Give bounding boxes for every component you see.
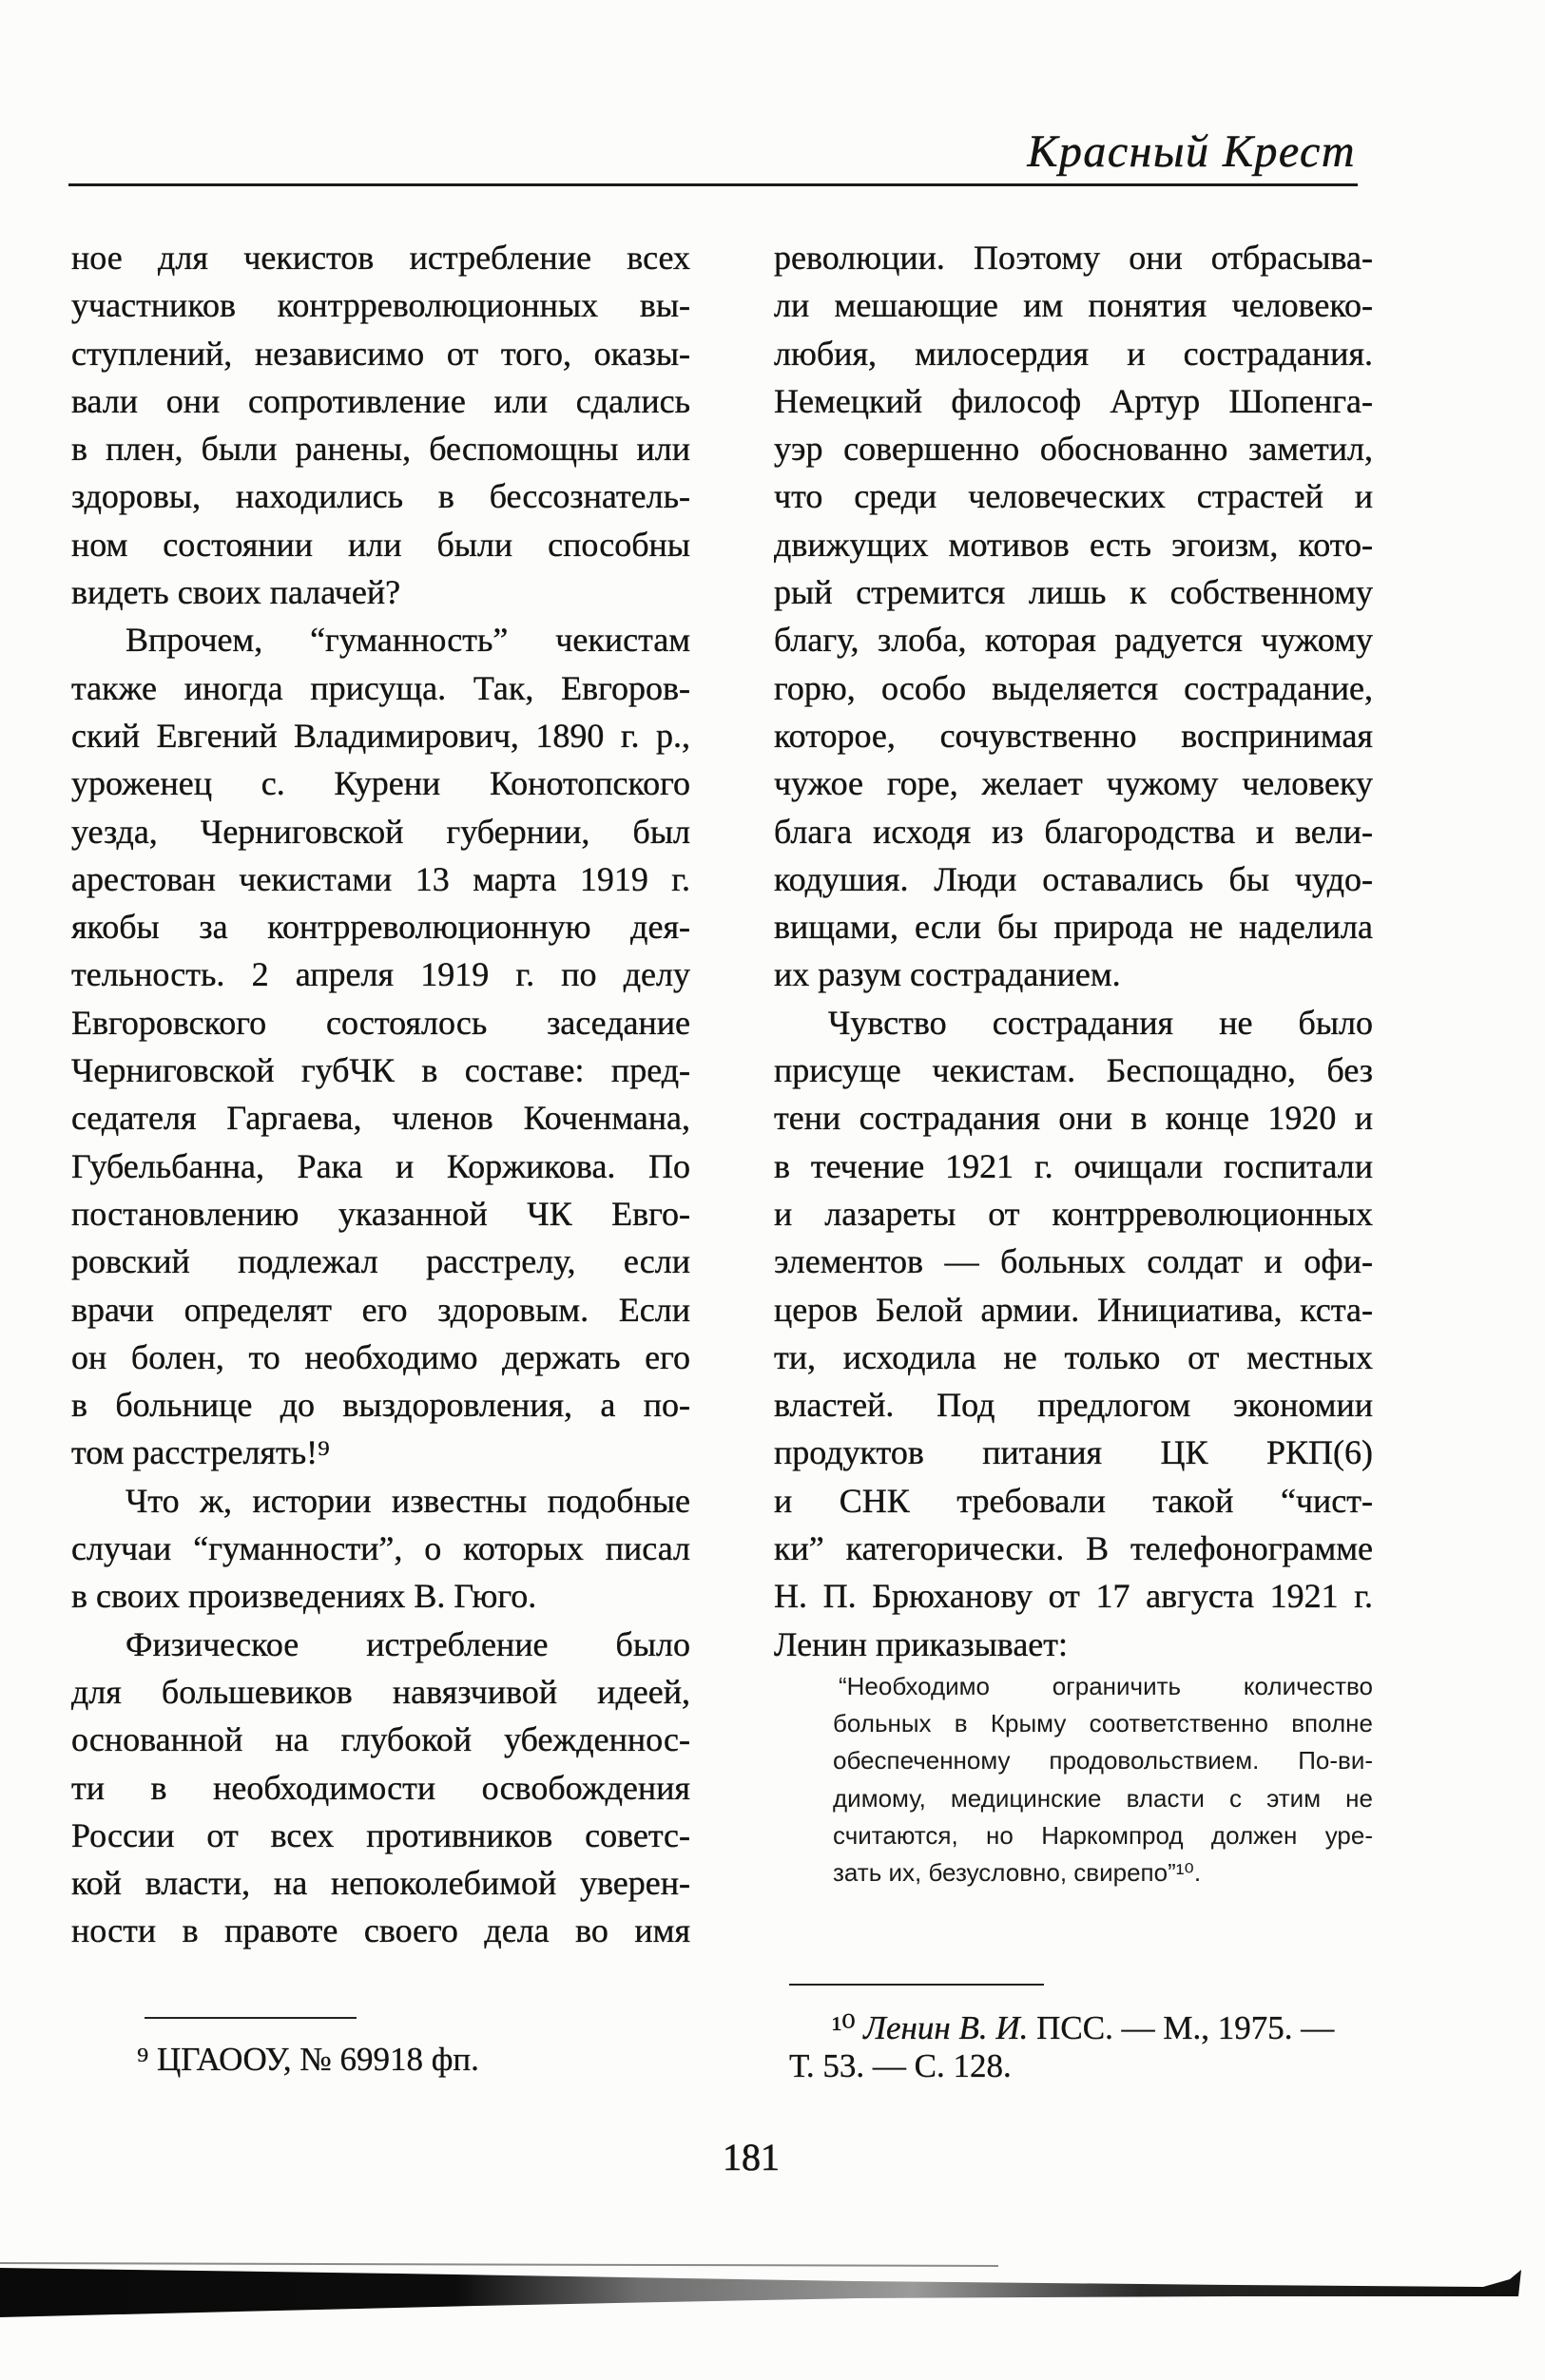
text-line: видеть своих палачей? — [71, 573, 401, 612]
text-line: случаи “гуманности”, о которых писал — [71, 1529, 690, 1568]
footnote-line: Т. 53. — С. 128. — [789, 2047, 1012, 2084]
left-column — [71, 234, 690, 1955]
text-line: якобы за контрреволюционную дея- — [71, 908, 690, 947]
quote-line: считаются, но Наркомпрод должен уре- — [833, 1820, 1373, 1850]
text-line: уезда, Черниговской губернии, был — [71, 812, 690, 851]
text-line: горю, особо выделяется сострадание, — [774, 668, 1373, 707]
text-line: уэр совершенно обоснованно заметил, — [774, 430, 1373, 469]
text-line: благу, злоба, которая радуется чужому — [774, 621, 1373, 660]
text-line: ки” категорически. В телефонограмме — [774, 1529, 1373, 1568]
text-line: в плен, были ранены, беспомощны или — [71, 430, 690, 469]
quote-line: обеспеченному продовольствием. По-ви- — [833, 1746, 1373, 1775]
text-line: что среди человеческих страстей и — [774, 477, 1373, 516]
footnote-line — [789, 2009, 1334, 2047]
paragraph — [774, 999, 1373, 1668]
text-line: вали они сопротивление или сдались — [71, 381, 690, 420]
text-line: церов Белой армии. Инициатива, кста- — [774, 1290, 1373, 1329]
text-line: и лазареты от контрреволюционных — [774, 1194, 1373, 1233]
quote-block — [833, 1668, 1373, 1891]
text-line: в течение 1921 г. очищали госпитали — [774, 1146, 1373, 1185]
quote-line: димому, медицинские власти с этим не — [833, 1783, 1373, 1813]
text-line: Н. П. Брюханову от 17 августа 1921 г. — [774, 1577, 1373, 1616]
footnote-left: ⁹ ЦГАООУ, № 69918 фп. — [137, 2041, 479, 2078]
text-line: том расстрелять!⁹ — [71, 1433, 330, 1472]
text-line: которое, сочувственно воспринимая — [774, 716, 1373, 755]
text-line: также иногда присуща. Так, Евгоров- — [71, 668, 690, 707]
text-line: любия, милосердия и сострадания. — [774, 334, 1373, 373]
text-line: тени сострадания они в конце 1920 и — [774, 1099, 1373, 1138]
text-line: кодушия. Люди оставались бы чудо- — [774, 859, 1373, 898]
footnote-right — [789, 2009, 1334, 2085]
text-line: арестован чекистами 13 марта 1919 г. — [71, 859, 690, 898]
text-line: Черниговской губЧК в составе: пред- — [71, 1051, 690, 1090]
header-rule — [68, 183, 1358, 186]
text-line: Чувство сострадания не было — [828, 1003, 1373, 1042]
text-line: продуктов питания ЦК РКП(6) — [774, 1433, 1373, 1472]
paragraph — [71, 616, 690, 1476]
right-column — [774, 234, 1373, 1668]
text-line: уроженец с. Курени Конотопского — [71, 764, 690, 803]
text-line: основанной на глубокой убежденнос- — [71, 1720, 690, 1759]
text-line: ступлений, независимо от того, оказы- — [71, 334, 690, 373]
text-line: рый стремится лишь к собственному — [774, 573, 1373, 612]
text-line: Немецкий философ Артур Шопенга- — [774, 381, 1373, 420]
paragraph — [71, 1477, 690, 1621]
text-line: чужое горе, желает чужому человеку — [774, 764, 1373, 803]
text-line: ли мешающие им понятия человеко- — [774, 286, 1373, 325]
text-line: Евгоровского состоялось заседание — [71, 1003, 690, 1042]
text-line: элементов — больных солдат и офи- — [774, 1242, 1373, 1281]
running-header: Красный Крест — [1027, 126, 1356, 177]
text-line: движущих мотивов есть эгоизм, кото- — [774, 525, 1373, 564]
text-line: России от всех противников советс- — [71, 1815, 690, 1854]
text-line: ти, исходила не только от местных — [774, 1337, 1373, 1376]
text-line: кой власти, на непоколебимой уверен- — [71, 1864, 690, 1903]
text-line: революции. Поэтому они отбрасыва- — [774, 239, 1373, 277]
text-line: ти в необходимости освобождения — [71, 1768, 690, 1807]
scan-edge-shadow — [0, 2253, 1545, 2338]
text-line: в своих произведениях В. Гюго. — [71, 1577, 537, 1616]
paragraph — [774, 234, 1373, 999]
footnote-source: ПСС. — М., 1975. — — [1036, 2009, 1335, 2046]
text-line: блага исходя из благородства и вели- — [774, 812, 1373, 851]
text-line: ном состоянии или были способны — [71, 525, 690, 564]
paragraph — [71, 1621, 690, 1955]
footnote-marker: ¹⁰ — [832, 2009, 856, 2046]
text-line: тельность. 2 апреля 1919 г. по делу — [71, 955, 690, 994]
text-line: ное для чекистов истребление всех — [71, 239, 690, 277]
text-line: он болен, то необходимо держать его — [71, 1337, 690, 1376]
quote-line: “Необходимо ограничить количество — [839, 1672, 1373, 1700]
footnote-rule — [145, 2017, 357, 2019]
text-line: ности в правоте своего дела во имя — [71, 1911, 690, 1950]
text-line: Ленин приказывает: — [774, 1624, 1069, 1663]
text-line: Впрочем, “гуманность” чекистам — [126, 621, 690, 660]
quote-line: зать их, безусловно, свирепо”¹⁰. — [833, 1857, 1202, 1887]
text-line: Физическое истребление было — [126, 1624, 690, 1663]
text-line: Что ж, истории известны подобные — [126, 1481, 690, 1520]
text-line: ский Евгений Владимирович, 1890 г. р., — [71, 716, 690, 755]
text-line: в больнице до выздоровления, а по- — [71, 1386, 690, 1425]
text-line: вищами, если бы природа не наделила — [774, 908, 1373, 947]
quote-line: больных в Крыму соответственно вполне — [833, 1709, 1373, 1738]
text-line: участников контрреволюционных вы- — [71, 286, 690, 325]
text-line: присуще чекистам. Беспощадно, без — [774, 1051, 1373, 1090]
text-line: их разум состраданием. — [774, 955, 1121, 994]
text-line: здоровы, находились в бессознатель- — [71, 477, 690, 516]
text-line: для большевиков навязчивой идеей, — [71, 1672, 690, 1711]
text-line: ровский подлежал расстрелу, если — [71, 1242, 690, 1281]
text-line: врачи определят его здоровым. Если — [71, 1290, 690, 1329]
text-line: властей. Под предлогом экономии — [774, 1386, 1373, 1425]
text-line: постановлению указанной ЧК Евго- — [71, 1194, 690, 1233]
text-line: и СНК требовали такой “чист- — [774, 1481, 1373, 1520]
footnote-rule — [789, 1984, 1044, 1986]
text-line: Губельбанна, Рака и Коржикова. По — [71, 1146, 690, 1185]
paragraph — [71, 234, 690, 616]
text-line: седателя Гаргаева, членов Коченмана, — [71, 1099, 690, 1138]
footnote-author: Ленин В. И. — [863, 2009, 1029, 2046]
page-number: 181 — [723, 2136, 780, 2178]
